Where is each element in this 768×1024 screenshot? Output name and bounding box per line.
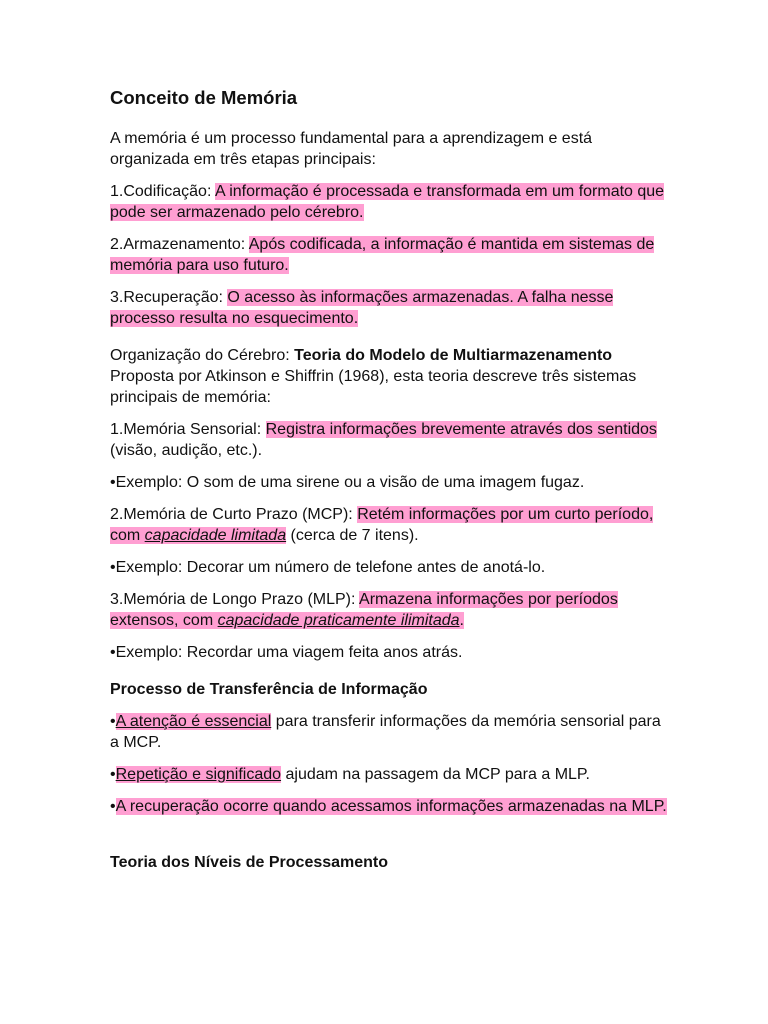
- stage-armazenamento: [110, 234, 670, 276]
- transfer-rest: ajudam na passagem da MCP para a MLP.: [281, 766, 590, 783]
- highlighted-text: A informação é processada e transformada em um formato que pode ser armazenado pelo cérebro.: [110, 183, 665, 221]
- highlighted-italic-text: capacidade praticamente ilimitada: [217, 612, 460, 629]
- memory-label: 3.Memória de Longo Prazo (MLP):: [110, 591, 360, 608]
- bullet: •: [110, 713, 116, 730]
- example-mlp: •Exemplo: Recordar uma viagem feita anos atrás.: [110, 644, 463, 661]
- memory-mcp: [110, 504, 670, 546]
- memory-rest: (cerca de 7 itens).: [286, 527, 419, 544]
- example-mcp: •Exemplo: Decorar um número de telefone antes de anotá-lo.: [110, 559, 546, 576]
- memory-mlp: [110, 589, 670, 631]
- bullet: •: [110, 798, 116, 815]
- stage-label: 2.Armazenamento:: [110, 236, 249, 253]
- highlighted-text: Registra informações brevemente através dos sentidos: [265, 421, 657, 438]
- highlighted-text: A recuperação ocorre quando acessamos informações armazenadas na MLP.: [115, 798, 667, 815]
- transfer-item-repetition: [110, 764, 670, 785]
- memory-sensorial: [110, 419, 670, 461]
- memory-rest: (visão, audição, etc.).: [110, 442, 263, 459]
- highlighted-italic-text: capacidade limitada: [144, 527, 287, 544]
- org-lead: Organização do Cérebro:: [110, 347, 295, 364]
- stage-label: 1.Codificação:: [110, 183, 215, 200]
- stage-label: 3.Recuperação:: [110, 289, 228, 306]
- org-description: Proposta por Atkinson e Shiffrin (1968), esta teoria descreve três sistemas principais de memória:: [110, 368, 637, 406]
- organization-paragraph: [110, 345, 670, 408]
- document-page: [110, 86, 670, 884]
- highlighted-text: Retém informações por um curto período, com: [110, 506, 654, 544]
- intro-paragraph: A memória é um processo fundamental para a aprendizagem e está organizada em três etapas principais:: [110, 130, 593, 168]
- levels-heading: Teoria dos Níveis de Processamento: [110, 854, 389, 871]
- bullet: •: [110, 766, 116, 783]
- stage-recuperacao: [110, 287, 670, 329]
- transfer-item-recovery: [110, 796, 670, 817]
- org-theory-name: Teoria do Modelo de Multiarmazenamento: [294, 347, 613, 364]
- highlighted-period: .: [459, 612, 464, 629]
- transfer-item-attention: [110, 711, 670, 753]
- stage-codificacao: [110, 181, 670, 223]
- highlighted-underlined-text: Repetição e significado: [115, 766, 282, 783]
- highlighted-text: Após codificada, a informação é mantida em sistemas de memória para uso futuro.: [110, 236, 655, 274]
- highlighted-text: O acesso às informações armazenadas. A falha nesse processo resulta no esquecimento.: [110, 289, 614, 327]
- memory-label: 2.Memória de Curto Prazo (MCP):: [110, 506, 358, 523]
- page-title: Conceito de Memória: [110, 87, 298, 108]
- highlighted-underlined-text: A atenção é essencial: [115, 713, 272, 730]
- highlighted-text: Armazena informações por períodos extensos, com: [110, 591, 618, 629]
- memory-label: 1.Memória Sensorial:: [110, 421, 266, 438]
- transfer-heading: Processo de Transferência de Informação: [110, 681, 428, 698]
- example-sensorial: •Exemplo: O som de uma sirene ou a visão de uma imagem fugaz.: [110, 474, 585, 491]
- transfer-rest: para transferir informações da memória sensorial para a MCP.: [110, 713, 661, 751]
